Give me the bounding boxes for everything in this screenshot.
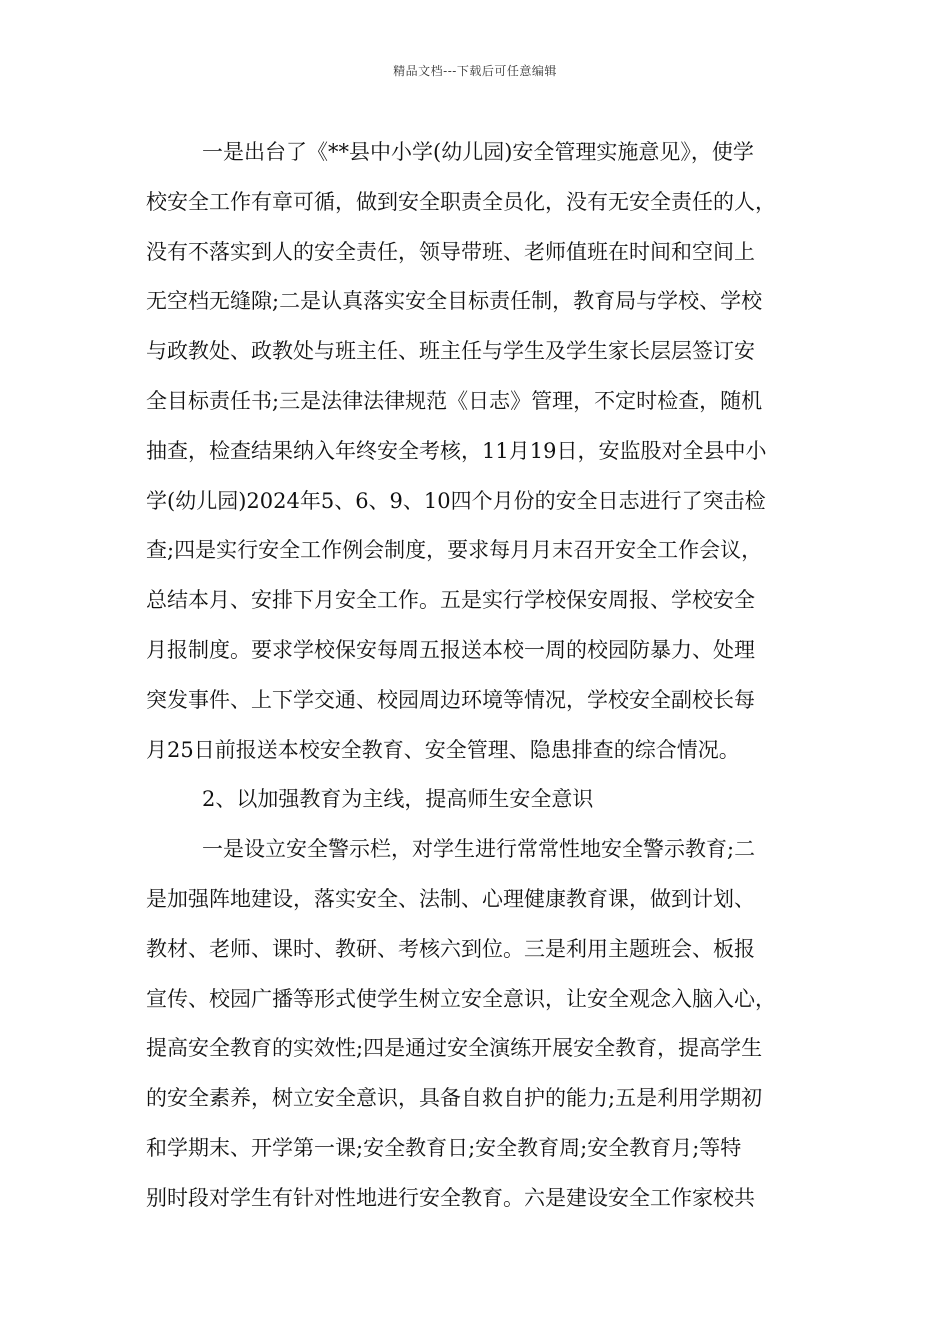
text-line: 是加强阵地建设，落实安全、法制、心理健康教育课，做到计划、	[146, 886, 755, 911]
text-line: 抽查，检查结果纳入年终安全考核，11月19日，安监股对全县中小	[146, 438, 767, 463]
text-line: 和学期末、开学第一课;安全教育日;安全教育周;安全教育月;等特	[146, 1135, 742, 1160]
text-line: 别时段对学生有针对性地进行安全教育。六是建设安全工作家校共	[146, 1185, 755, 1210]
text-line: 一是设立安全警示栏，对学生进行常常性地安全警示教育;二	[202, 837, 756, 862]
document-body	[146, 128, 806, 1224]
text-line: 的安全素养，树立安全意识，具备自救自护的能力;五是利用学期初	[146, 1086, 763, 1111]
text-line: 校安全工作有章可循，做到安全职责全员化，没有无安全责任的人，	[146, 189, 776, 214]
text-line: 一是出台了《**县中小学(幼儿园)安全管理实施意见》，使学	[202, 140, 754, 164]
text-line: 宣传、校园广播等形式使学生树立安全意识，让安全观念入脑入心，	[146, 986, 776, 1011]
text-line: 2、以加强教育为主线，提高师生安全意识	[202, 787, 594, 812]
text-line: 没有不落实到人的安全责任，领导带班、老师值班在时间和空间上	[146, 239, 755, 264]
text-line: 总结本月、安排下月安全工作。五是实行学校保安周报、学校安全	[146, 588, 755, 613]
text-line: 无空档无缝隙;二是认真落实安全目标责任制，教育局与学校、学校	[146, 289, 763, 314]
text-line: 教材、老师、课时、教研、考核六到位。三是利用主题班会、板报	[146, 936, 755, 961]
text-line: 提高安全教育的实效性;四是通过安全演练开展安全教育，提高学生	[146, 1036, 763, 1061]
text-line: 月报制度。要求学校保安每周五报送本校一周的校园防暴力、处理	[146, 637, 755, 662]
page-header: 精品文档---下载后可任意编辑	[393, 64, 557, 78]
text-line: 全目标责任书;三是法律法律规范《日志》管理，不定时检查，随机	[146, 388, 763, 413]
text-line: 与政教处、政教处与班主任、班主任与学生及学生家长层层签订安	[146, 339, 755, 364]
text-line: 突发事件、上下学交通、校园周边环境等情况，学校安全副校长每	[146, 687, 755, 712]
text-line: 月25日前报送本校安全教育、安全管理、隐患排查的综合情况。	[146, 737, 740, 762]
text-line: 查;四是实行安全工作例会制度，要求每月月末召开安全工作会议，	[146, 538, 763, 563]
text-line: 学(幼儿园)2024年5、6、9、10四个月份的安全日志进行了突击检	[146, 488, 766, 513]
